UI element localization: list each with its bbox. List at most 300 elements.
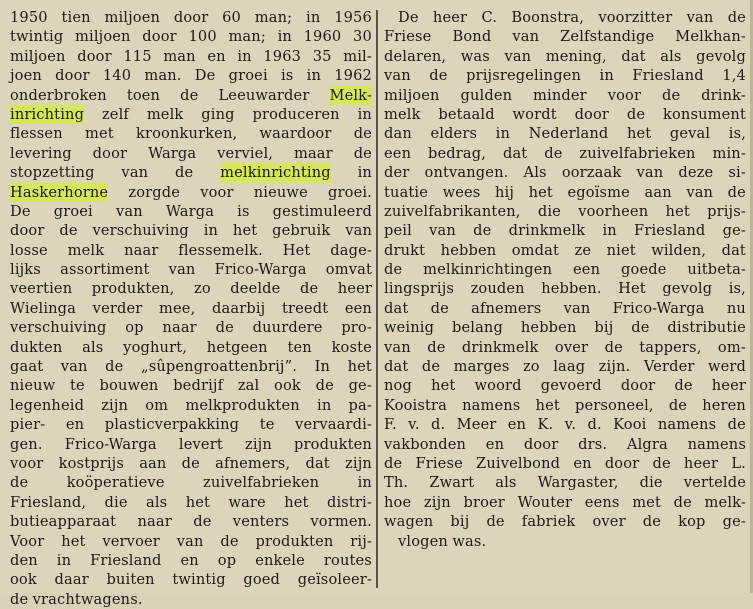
word: van (686, 9, 714, 26)
word: en (65, 416, 85, 434)
word: de (626, 105, 646, 123)
word: Bond (452, 28, 492, 46)
word: de (215, 319, 234, 337)
word: door (77, 47, 112, 65)
word: de (193, 513, 212, 531)
word: ge- (722, 513, 746, 531)
word: routes (323, 551, 372, 569)
word: gevoerd (540, 377, 602, 395)
word: gebruik (272, 222, 331, 240)
word: belang (451, 319, 503, 337)
word: de (674, 377, 693, 395)
word: Leeuwarder (218, 86, 310, 104)
word: voor (200, 183, 234, 201)
text-line (10, 66, 372, 85)
word: mening, (545, 47, 607, 65)
word: van (121, 164, 149, 182)
word: Zuivelbond (476, 454, 561, 472)
word: goede (621, 261, 667, 279)
word: zuivelfabrieken (579, 144, 696, 162)
word: de (427, 338, 446, 356)
word: produkten (255, 532, 334, 550)
word: als (495, 474, 517, 492)
word: Friesland (632, 67, 704, 85)
text-line (384, 338, 746, 357)
word: vervaardi- (295, 416, 372, 434)
word: vlogen (398, 532, 448, 550)
word: bij (450, 513, 470, 531)
word: namens (462, 396, 521, 414)
word: miljoen (104, 9, 161, 26)
text-line (10, 202, 372, 221)
word: die (639, 474, 663, 492)
text-line (10, 435, 372, 454)
left-column (10, 8, 372, 609)
word: wagen (384, 513, 434, 531)
text-line (384, 512, 746, 531)
word: Warga (148, 144, 197, 162)
word: In (314, 358, 331, 376)
word: Kooistra (384, 396, 447, 414)
text-line (384, 376, 746, 395)
word: minder (533, 86, 587, 104)
word: van (504, 47, 532, 65)
word: zo (522, 358, 540, 376)
text-line (384, 241, 746, 260)
word: het (665, 202, 690, 220)
word: nieuw (10, 377, 56, 395)
word: d. (587, 416, 602, 434)
word: de (604, 338, 623, 356)
word: mil- (343, 47, 372, 65)
word: hetgeen (206, 338, 268, 356)
word: geïsoleer- (297, 571, 372, 589)
word: maar (293, 144, 333, 162)
word: was (460, 47, 490, 65)
word: de (668, 396, 688, 414)
word: F. (384, 416, 397, 434)
word: de (662, 86, 681, 104)
word: niet (606, 241, 636, 259)
text-line (384, 299, 746, 318)
word: om (145, 396, 169, 414)
word: de (727, 416, 746, 434)
word: heer (683, 454, 719, 472)
word: van (60, 358, 88, 376)
text-line (384, 318, 746, 337)
word: Nederland (528, 125, 609, 143)
text-line (10, 396, 372, 415)
word: de (299, 280, 319, 298)
word: ook (274, 377, 301, 395)
word: ge- (722, 222, 746, 240)
text-line (10, 124, 372, 143)
word: Friesland (90, 551, 162, 569)
word: door (604, 454, 640, 472)
word: ge- (348, 377, 372, 395)
word: nu (726, 299, 746, 317)
word: zuivelfabrieken (203, 474, 320, 492)
word: Warga (165, 202, 215, 220)
word: het (61, 532, 86, 550)
word: 1962 (334, 67, 372, 85)
word: zal (237, 377, 260, 395)
text-line (10, 299, 372, 318)
word: vertelde (683, 474, 746, 492)
word: dat (384, 299, 409, 317)
word: Frico-Warga (612, 299, 705, 317)
text-line (10, 8, 372, 27)
word: venters (232, 513, 290, 531)
word: Algra (626, 435, 668, 453)
word: gen. (10, 435, 43, 453)
word: hij (495, 183, 515, 201)
word: Meer (456, 416, 497, 434)
word: butieapparaat (10, 513, 117, 531)
word: Zwart (429, 474, 475, 492)
word: drukt (384, 241, 426, 259)
word: Als (523, 164, 547, 182)
word: van (384, 338, 411, 356)
word: bij (594, 319, 614, 337)
word: en (485, 435, 505, 453)
word: produceren (252, 105, 340, 123)
word: ontvangen. (424, 164, 509, 182)
word: in (357, 164, 372, 182)
word: Boonstra, (511, 9, 585, 26)
word: melkprodukten (185, 396, 300, 414)
word: het (528, 183, 553, 201)
word: gulden (460, 86, 513, 104)
word: nog (384, 377, 412, 395)
word: die (104, 493, 128, 511)
word: de (486, 513, 505, 531)
word: oorzaak (561, 164, 622, 182)
word: gestimuleerd (272, 202, 372, 220)
word: hebben (440, 241, 497, 259)
word: 1963 (263, 47, 302, 65)
word: waardoor (259, 125, 332, 143)
word: het (232, 222, 258, 240)
word: naar (162, 319, 197, 337)
word: Wouter (517, 493, 573, 511)
word: C. (481, 9, 498, 26)
word: de (430, 299, 449, 317)
word: v. (564, 416, 577, 434)
word: drinkmelk (461, 338, 539, 356)
word: lingsprijs (384, 280, 455, 298)
text-line (384, 8, 746, 27)
word: heer (337, 280, 372, 298)
text-line (384, 357, 746, 376)
word: van (176, 532, 204, 550)
word: melk (146, 105, 184, 123)
word: vormen. (310, 513, 372, 531)
word: zorgde (128, 183, 181, 201)
word: daarbij (212, 299, 266, 317)
text-line (10, 551, 372, 570)
word: het (431, 377, 456, 395)
word: Frico-Warga (214, 261, 307, 279)
word: te (70, 377, 85, 395)
word: van (168, 261, 196, 279)
word: dan (384, 125, 412, 143)
word: verschuiving (10, 319, 107, 337)
word: man (163, 47, 196, 65)
text-line (10, 473, 372, 492)
word: deze (678, 164, 714, 182)
word: de (473, 222, 492, 240)
word: afnemers (471, 299, 542, 317)
word: dukten (10, 338, 63, 356)
text-line (10, 241, 372, 260)
word: over (592, 513, 626, 531)
word: De (10, 202, 31, 220)
word: in (277, 28, 292, 46)
word: door (620, 377, 656, 395)
word: het (284, 493, 309, 511)
word: en (207, 47, 226, 65)
word: kop (678, 513, 706, 531)
word: fabriek (521, 513, 576, 531)
word: is (237, 202, 250, 220)
word: veertien (10, 280, 73, 298)
word: vakbonden (384, 435, 467, 453)
word: aan (139, 454, 167, 472)
word: K. (537, 416, 554, 434)
word: melkinrichtingen (423, 261, 553, 279)
word: met (632, 493, 661, 511)
word: miljoen (75, 28, 131, 46)
word: levert (178, 435, 223, 453)
word: nieuwe (253, 183, 308, 201)
word: en (180, 551, 199, 569)
text-line (10, 163, 372, 182)
text-line (10, 570, 372, 589)
word: op (125, 319, 144, 337)
word: lijks (10, 261, 41, 279)
word: kostprijs (58, 454, 124, 472)
word: v. (408, 416, 420, 434)
word: zuivelfabrikanten, (384, 202, 521, 220)
word: distri- (326, 493, 372, 511)
word: de (642, 513, 662, 531)
text-line (10, 493, 372, 512)
word: Melkhan- (675, 28, 746, 46)
word: dage- (330, 241, 372, 259)
word: afnemers, (215, 454, 291, 472)
word: tien (61, 9, 91, 26)
word: L. (731, 454, 746, 472)
word: verder (92, 299, 143, 317)
word: de (220, 532, 239, 550)
word: melk (384, 105, 421, 123)
word: ging (201, 105, 235, 123)
word: koöperatieve (66, 474, 165, 492)
word: bedrijf (173, 377, 224, 395)
highlighted-word: inrichting (10, 105, 85, 123)
word: twintig (10, 28, 64, 46)
text-line (384, 493, 746, 512)
text-line (10, 357, 372, 376)
word: als (82, 338, 104, 356)
word: treedt (281, 299, 329, 317)
word: de (727, 183, 746, 201)
word: deelde (230, 280, 281, 298)
word: door (173, 9, 209, 26)
word: het (185, 493, 211, 511)
word: en (507, 416, 527, 434)
word: marges (453, 358, 510, 376)
word: goed (243, 571, 281, 589)
word: in (357, 474, 372, 492)
word: van (512, 28, 540, 46)
word: produkten (294, 435, 372, 453)
column-divider (376, 10, 378, 588)
text-line (384, 202, 746, 221)
word: min- (712, 144, 746, 162)
word: omdat (511, 241, 560, 259)
word: flessemelk. (178, 241, 263, 259)
word: voorheen (578, 202, 649, 220)
word: met (84, 125, 114, 143)
word: over (554, 338, 589, 356)
highlighted-word: Haskerhorne (10, 183, 109, 201)
word: De (194, 67, 216, 85)
word: Friese (384, 28, 432, 46)
word: man; (228, 28, 266, 46)
word: gevolg (696, 47, 746, 65)
highlighted-word: Melk- (329, 86, 372, 104)
word: in (599, 67, 614, 85)
word: koste (331, 338, 372, 356)
word: drs. (578, 435, 608, 453)
text-line (10, 338, 372, 357)
word: zijn (101, 396, 129, 414)
word: omvat (325, 261, 372, 279)
word: man; (254, 9, 293, 26)
word: wordt (512, 105, 557, 123)
word: was. (452, 532, 487, 550)
word: zo (194, 280, 211, 298)
word: tappers, (639, 338, 702, 356)
word: wilden, (651, 241, 707, 259)
word: het (535, 396, 560, 414)
word: Het (282, 241, 311, 259)
word: ten (287, 338, 312, 356)
word: in (357, 105, 372, 123)
word: hebben (520, 319, 577, 337)
word: zijn. (598, 358, 631, 376)
word: een (344, 299, 372, 317)
word: pier- (10, 416, 46, 434)
word: personeel, (575, 396, 654, 414)
word: pa- (348, 396, 372, 414)
text-line (384, 124, 746, 143)
word: Verder (643, 358, 695, 376)
word: groei (228, 67, 268, 85)
word: voorzitter (598, 9, 673, 26)
word: kroonkurken, (135, 125, 238, 143)
text-line (10, 144, 372, 163)
word: plasticverpakking (104, 416, 240, 434)
word: vervoer (102, 532, 160, 550)
word: als (660, 47, 682, 65)
word: drink- (701, 86, 746, 104)
word: „sûpengroattenbrij”. (140, 358, 297, 376)
word: ze (574, 241, 592, 259)
word: de (175, 164, 194, 182)
word: de (353, 144, 372, 162)
word: heer (432, 9, 468, 26)
word: Friesland, (10, 493, 87, 511)
word: door (142, 28, 177, 46)
word: si- (728, 164, 746, 182)
word: van (429, 222, 456, 240)
word: gevolg (662, 280, 713, 298)
word: melk (67, 241, 105, 259)
word: een (384, 144, 412, 162)
word: 60 (222, 9, 241, 26)
word: broer (463, 493, 505, 511)
text-line (10, 279, 372, 298)
word: distributie (667, 319, 746, 337)
word: te (259, 416, 275, 434)
word: Frico-Warga (64, 435, 157, 453)
word: voor (607, 86, 642, 104)
word: in (306, 9, 321, 26)
word: de (181, 454, 200, 472)
word: de (384, 261, 403, 279)
word: door (574, 105, 610, 123)
word: 1960 (303, 28, 342, 46)
word: eens (584, 493, 620, 511)
word: weinig (384, 319, 435, 337)
word: van (115, 202, 143, 220)
word: door (523, 435, 559, 453)
word: Voor (10, 532, 45, 550)
word: de (180, 86, 199, 104)
word: rij- (350, 532, 372, 550)
word: namens (687, 435, 746, 453)
word: het (626, 125, 652, 143)
text-line (10, 105, 372, 124)
word: miljoen (384, 86, 440, 104)
text-line (384, 415, 746, 434)
word: is (280, 67, 294, 85)
word: 100 (188, 28, 217, 46)
word: stopzetting (10, 164, 95, 182)
text-line (384, 183, 746, 202)
word: Wargaster, (537, 474, 619, 492)
word: de (544, 144, 563, 162)
word: groei (53, 202, 93, 220)
word: van (686, 183, 714, 201)
word: 35 (312, 47, 332, 65)
word: woord (474, 377, 522, 395)
word: het (347, 358, 372, 376)
text-line (10, 318, 372, 337)
word: pro- (341, 319, 372, 337)
word: in (56, 551, 72, 569)
word: de (652, 454, 671, 472)
text-line (384, 86, 746, 105)
text-line (10, 221, 372, 240)
word: duurdere (252, 319, 323, 337)
word: vrachtwagens. (32, 590, 143, 608)
word: de (429, 67, 448, 85)
word: tuatie (384, 183, 429, 201)
